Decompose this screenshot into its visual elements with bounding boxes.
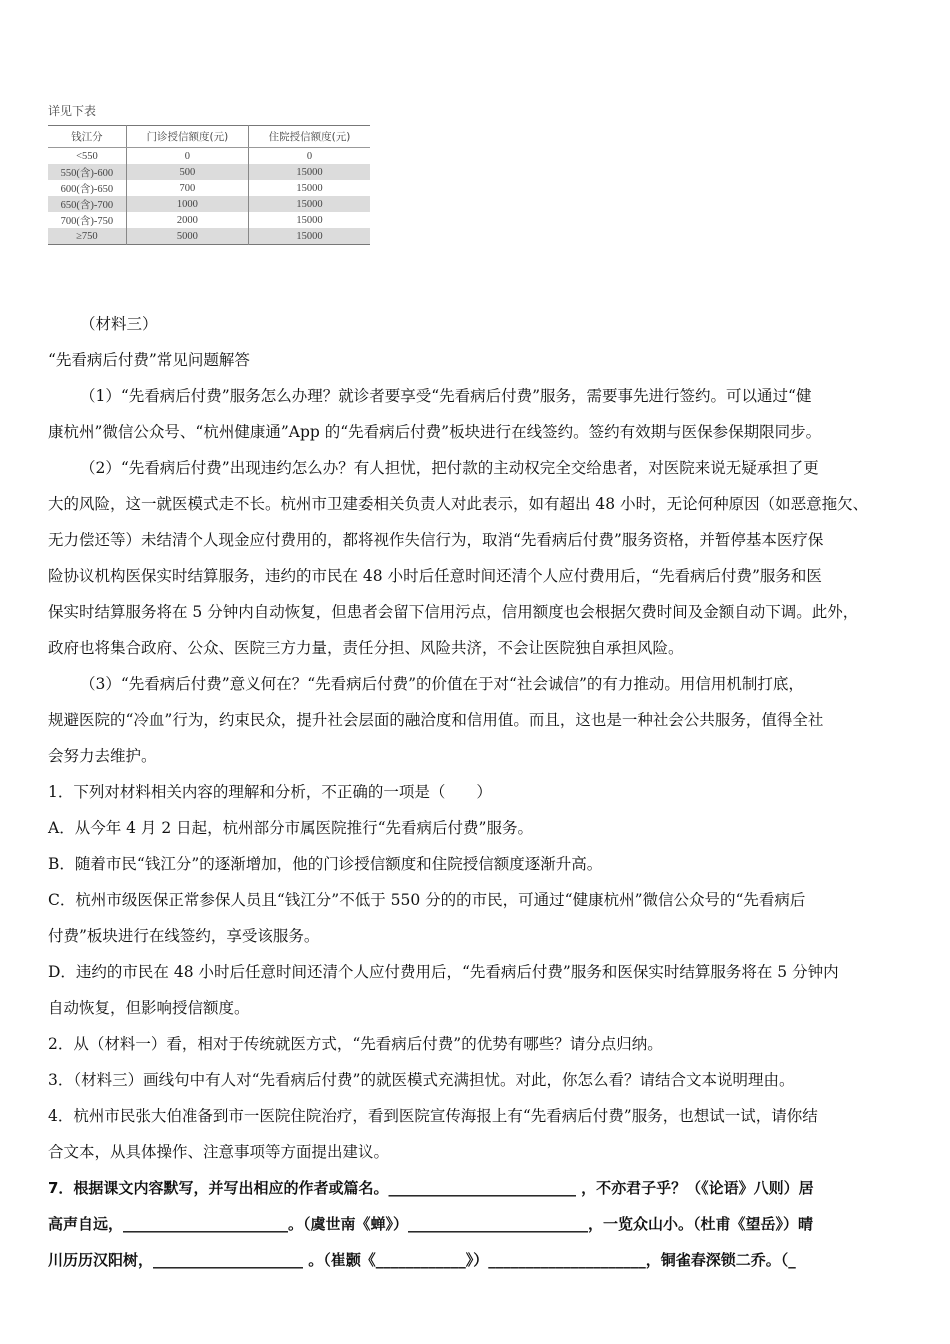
text-line: B．随着市民“钱江分”的逐渐增加，他的门诊授信额度和住院授信额度逐渐升高。	[48, 855, 603, 873]
column-header: 钱江分	[48, 126, 126, 148]
table-cell: 15000	[249, 180, 370, 196]
table-cell: 15000	[249, 164, 370, 180]
text-line: 川历历汉阳树，____________________ 。（崔颢《____________》）_____________________，铜雀春深锁二乔。（_	[48, 1251, 796, 1269]
text-line: 规避医院的“冷血”行为，约束民众，提升社会层面的融洽度和信用值。而且，这也是一种社会公共服务，值得全社	[48, 711, 824, 729]
text-line: （1）“先看病后付费”服务怎么办理？就诊者要享受“先看病后付费”服务，需要事先进行签约。可以通过“健	[80, 387, 812, 405]
text-line: 付费”板块进行在线签约，享受该服务。	[48, 927, 320, 945]
table-cell: 15000	[249, 212, 370, 228]
text-line: 高声自远，______________________。（虞世南《蝉》）________________________，一览众山小。（杜甫《望岳》）晴	[48, 1215, 814, 1233]
table-cell: 15000	[249, 196, 370, 212]
table-cell: 650(含)-700	[48, 196, 126, 212]
text-line: 政府也将集合政府、公众、医院三方力量，责任分担、风险共济，不会让医院独自承担风险。	[48, 639, 684, 657]
text-line: （2）“先看病后付费”出现违约怎么办？有人担忧，把付款的主动权完全交给患者，对医院来说无疑承担了更	[80, 459, 819, 477]
text-line: 4．杭州市民张大伯准备到市一医院住院治疗，看到医院宣传海报上有“先看病后付费”服务，也想试一试，请你结	[48, 1107, 818, 1125]
text-line: 无力偿还等）未结清个人现金应付费用的，都将视作失信行为，取消“先看病后付费”服务资格，并暂停基本医疗保	[48, 531, 824, 549]
table-row	[48, 196, 370, 212]
table-row	[48, 164, 370, 180]
text-line: 大的风险，这一就医模式走不长。杭州市卫建委相关负责人对此表示，如有超出 48 小时，无论何种原因（如恶意拖欠、	[48, 495, 869, 513]
text-line: （3）“先看病后付费”意义何在？“先看病后付费”的价值在于对“社会诚信”的有力推动。用信用机制打底，	[80, 675, 804, 693]
table-cell: 550(含)-600	[48, 164, 126, 180]
text-line: “先看病后付费”常见问题解答	[48, 351, 250, 369]
table-cell: 0	[249, 148, 370, 165]
text-line: 险协议机构医保实时结算服务，违约的市民在 48 小时后任意时间还清个人应付费用后，“先看病后付费”服务和医	[48, 567, 822, 585]
table-cell: 2000	[126, 212, 248, 228]
table-cell: ≥750	[48, 228, 126, 245]
column-header: 住院授信额度(元)	[249, 126, 370, 148]
table-cell: 1000	[126, 196, 248, 212]
table-cell: 700	[126, 180, 248, 196]
quota-table-figure	[48, 102, 370, 245]
table-row	[48, 228, 370, 245]
text-line: C．杭州市级医保正常参保人员且“钱江分”不低于 550 分的的市民，可通过“健康杭州”微信公众号的“先看病后	[48, 891, 806, 909]
text-line: 会努力去维护。	[48, 747, 157, 765]
table-row	[48, 148, 370, 165]
text-line: A．从今年 4 月 2 日起，杭州部分市属医院推行“先看病后付费”服务。	[48, 819, 533, 837]
text-line: 康杭州”微信公众号、“杭州健康通”App 的“先看病后付费”板块进行在线签约。签约有效期与医保参保期限同步。	[48, 423, 822, 441]
text-line: （材料三）	[80, 315, 158, 333]
text-line: 保实时结算服务将在 5 分钟内自动恢复，但患者会留下信用污点，信用额度也会根据欠费时间及金额自动下调。此外，	[48, 603, 859, 621]
table-caption: 详见下表	[48, 104, 97, 118]
table-cell: 5000	[126, 228, 248, 245]
table-cell: 15000	[249, 228, 370, 245]
text-line: 自动恢复，但影响授信额度。	[48, 999, 250, 1017]
text-line: 2．从（材料一）看，相对于传统就医方式，“先看病后付费”的优势有哪些？请分点归纳。	[48, 1035, 663, 1053]
text-line: 合文本，从具体操作、注意事项等方面提出建议。	[48, 1143, 390, 1161]
table-row	[48, 180, 370, 196]
text-line: D．违约的市民在 48 小时后任意时间还清个人应付费用后，“先看病后付费”服务和医保实时结算服务将在 5 分钟内	[48, 963, 839, 981]
column-header: 门诊授信额度(元)	[126, 126, 248, 148]
table-cell: 600(含)-650	[60, 183, 114, 195]
table-cell: 0	[126, 148, 248, 165]
table-cell: 500	[126, 164, 248, 180]
text-line: 7．根据课文内容默写，并写出相应的作者或篇名。_________________________ ，不亦君子乎？（《论语》八则）居	[48, 1179, 814, 1197]
table-cell: 700(含)-750	[60, 215, 114, 227]
text-line: 3．（材料三）画线句中有人对“先看病后付费”的就医模式充满担忧。对此，你怎么看？请结合文本说明理由。	[48, 1071, 795, 1089]
quota-table	[48, 125, 370, 245]
text-line: 1．下列对材料相关内容的理解和分析，不正确的一项是（ ）	[48, 783, 492, 801]
document-body	[48, 306, 908, 1278]
table-cell: <550	[76, 150, 98, 162]
table-row	[48, 212, 370, 228]
